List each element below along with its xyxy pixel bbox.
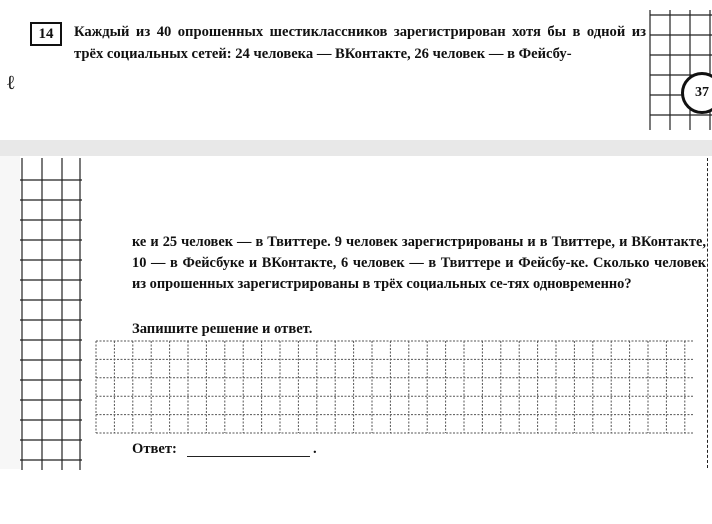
right-margin-dashed-line [707, 158, 708, 468]
page-number-circle: 37 [681, 72, 712, 114]
question-text-top: Каждый из 40 опрошенных шестиклассников зарегистрирован хотя бы в одной из трёх социальных сетей: 24 человека — ВКонтакте, 26 человек — в Фейсбу- [74, 24, 646, 62]
answer-terminator: . [313, 441, 317, 457]
left-margin-grid [20, 158, 82, 470]
page-separator [0, 140, 712, 156]
answer-input-line[interactable] [187, 456, 310, 457]
solution-grid[interactable] [96, 341, 694, 433]
answer-label: Ответ: [132, 441, 177, 457]
instruction-text: Запишите решение и ответ. [132, 321, 313, 337]
question-number-box: 14 [30, 22, 62, 46]
question-text-continued: ке и 25 человек — в Твиттере. 9 человек зарегистрированы и в Твиттере, и ВКонтакте, 10 — в Фейсбуке и ВКонтакте, 6 человек — в Твиттере и Фейсбу-ке. Сколько человек из опрошенных зарегистрированы в трёх социальных се-тях одновременно? [132, 234, 706, 292]
margin-mark: ℓ [6, 72, 16, 94]
